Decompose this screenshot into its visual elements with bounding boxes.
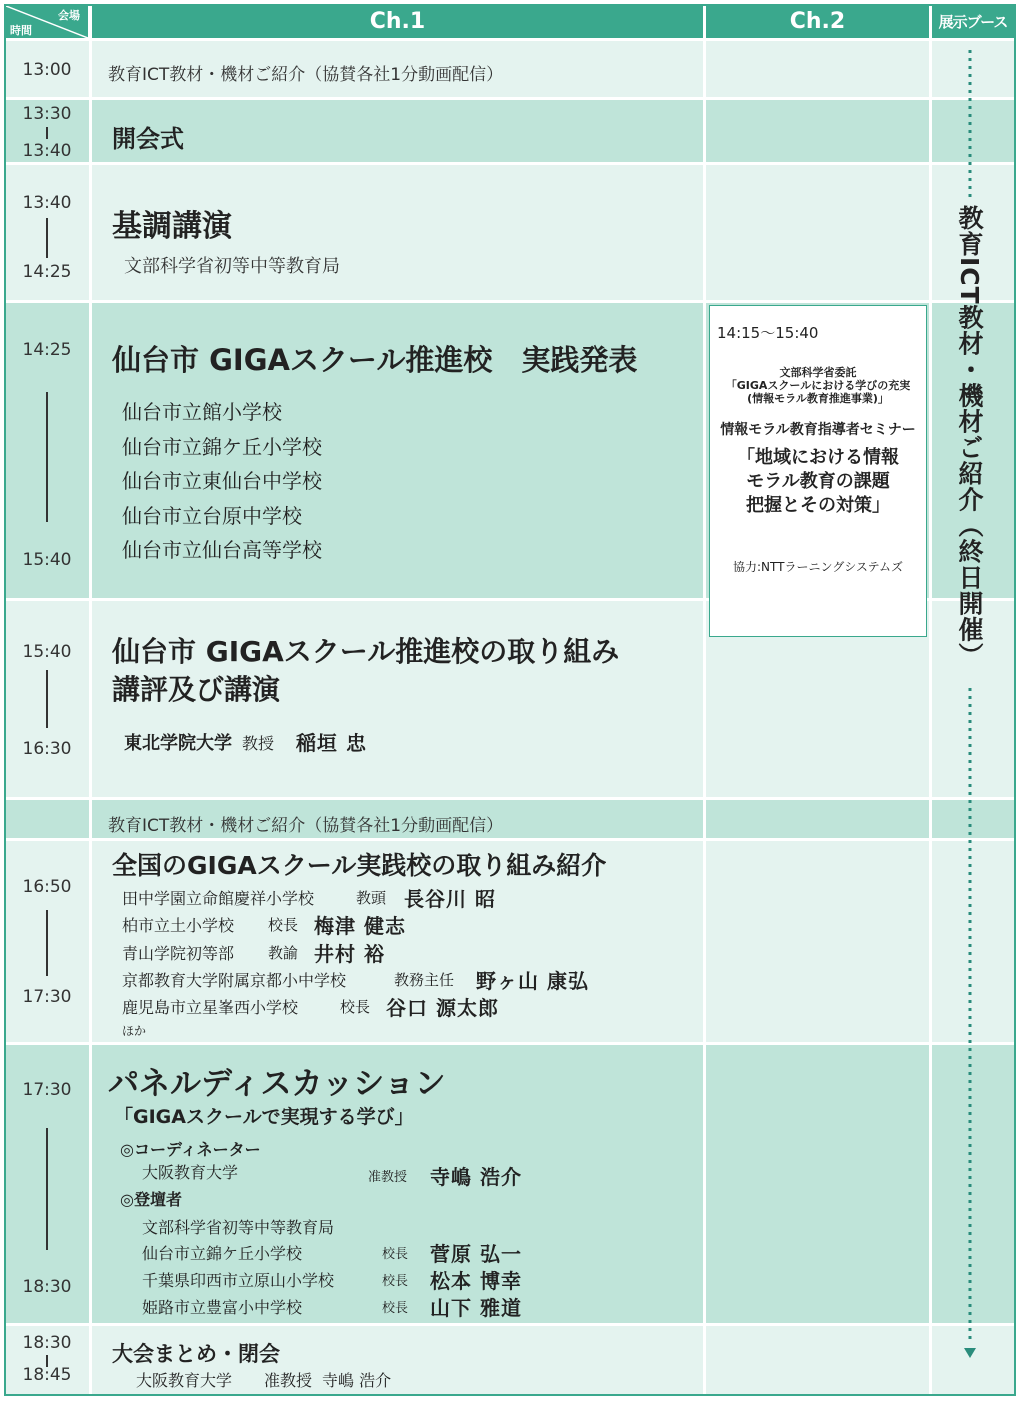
panelist-name: 菅原 弘一 bbox=[430, 1242, 522, 1266]
panelist-role: 校長 bbox=[382, 1301, 409, 1316]
closing-title: 大会まとめ・閉会 bbox=[112, 1342, 280, 1366]
speaker-role: 校長 bbox=[268, 916, 299, 934]
coordinator-org: 大阪教育大学 bbox=[142, 1163, 239, 1182]
sendai-practice-title: 仙台市 GIGAスクール推進校 実践発表 bbox=[112, 343, 638, 377]
panelist-org: 仙台市立錦ケ丘小学校 bbox=[142, 1244, 303, 1263]
school-item: 仙台市立館小学校 bbox=[122, 400, 282, 424]
panel-discussion-title: パネルディスカッション bbox=[108, 1066, 446, 1102]
speaker-role: 校長 bbox=[340, 998, 371, 1016]
row-8-time-line bbox=[46, 1128, 48, 1250]
row-1-ch2-cell bbox=[706, 41, 929, 97]
header-booth: 展示ブース bbox=[932, 6, 1014, 38]
speaker-org: 柏市立土小学校 bbox=[122, 916, 235, 935]
school-item: 仙台市立東仙台中学校 bbox=[122, 469, 322, 493]
speaker-org: 京都教育大学附属京都小中学校 bbox=[122, 971, 347, 990]
speaker-etc: ほか bbox=[122, 1024, 147, 1038]
row-9-time-end: 18:45 bbox=[22, 1365, 72, 1385]
row-5-time-line bbox=[46, 670, 48, 728]
speaker-name: 谷口 源太郎 bbox=[386, 996, 499, 1020]
ch2-seminar-credit: 協力:NTTラーニングシステムズ bbox=[732, 560, 904, 574]
closing-org: 大阪教育大学 bbox=[136, 1371, 233, 1390]
ch2-seminar-line2: 「GIGAスクールにおける学びの充実 bbox=[725, 379, 911, 392]
row-7-time-end: 17:30 bbox=[22, 987, 72, 1007]
speaker-name: 梅津 健志 bbox=[314, 914, 406, 938]
row-8-time-end: 18:30 bbox=[22, 1277, 72, 1297]
booth-vertical-text: 教育ICT教材・機材ご紹介（終日開催） bbox=[955, 205, 984, 669]
review-speaker-name: 稲垣 忠 bbox=[296, 731, 367, 755]
row-7-ch2-cell bbox=[706, 841, 929, 1042]
row-8-ch2-cell bbox=[706, 1045, 929, 1323]
row-5-time-start: 15:40 bbox=[22, 642, 72, 662]
row-5-time-end: 16:30 bbox=[22, 739, 72, 759]
panelist-org: 姫路市立豊富小中学校 bbox=[142, 1298, 303, 1317]
sendai-review-title-2: 講評及び講演 bbox=[112, 673, 281, 706]
row-4-time-start: 14:25 bbox=[22, 340, 72, 360]
opening-ceremony-title: 開会式 bbox=[112, 125, 184, 153]
row-9-time-start: 18:30 bbox=[22, 1333, 72, 1353]
sendai-review-title-1: 仙台市 GIGAスクール推進校の取り組み bbox=[112, 635, 620, 668]
ch2-seminar-name: 情報モラル教育指導者セミナー bbox=[720, 422, 916, 438]
header-ch1: Ch.1 bbox=[92, 6, 703, 38]
school-item: 仙台市立仙台高等学校 bbox=[122, 538, 322, 562]
panelist-label: ◎登壇者 bbox=[120, 1190, 182, 1209]
row-3-time-end: 14:25 bbox=[22, 262, 72, 282]
row-2-time-end: 13:40 bbox=[22, 141, 72, 161]
review-speaker-org: 東北学院大学 bbox=[124, 733, 232, 754]
school-item: 仙台市立錦ケ丘小学校 bbox=[122, 435, 322, 459]
speaker-name: 野ヶ山 康弘 bbox=[476, 969, 589, 993]
header-venue-label: 会場 bbox=[58, 9, 80, 22]
keynote-title: 基調講演 bbox=[112, 209, 232, 244]
row-4-time-line bbox=[46, 392, 48, 522]
speaker-role: 教頭 bbox=[356, 889, 387, 907]
row-4-time-end: 15:40 bbox=[22, 550, 72, 570]
closing-role: 准教授 bbox=[264, 1371, 313, 1390]
coordinator-role: 准教授 bbox=[368, 1170, 408, 1185]
speaker-org: 青山学院初等部 bbox=[122, 944, 235, 963]
ch2-seminar-line3: (情報モラル教育推進事業)」 bbox=[747, 392, 889, 405]
panelist-name: 山下 雅道 bbox=[430, 1296, 522, 1320]
row-3-time-start: 13:40 bbox=[22, 193, 72, 213]
row-2-ch2-cell bbox=[706, 100, 929, 162]
row-8-time-start: 17:30 bbox=[22, 1080, 72, 1100]
speaker-org: 田中学園立命館慶祥小学校 bbox=[122, 889, 315, 908]
ch2-seminar-title-2: モラル教育の課題 bbox=[746, 471, 890, 492]
speaker-name: 長谷川 昭 bbox=[404, 887, 496, 911]
row-1-time: 13:00 bbox=[22, 60, 72, 80]
row-6-ch2-cell bbox=[706, 800, 929, 838]
speaker-name: 井村 裕 bbox=[314, 942, 385, 966]
keynote-speaker: 文部科学省初等中等教育局 bbox=[124, 256, 340, 277]
row-3-time-line bbox=[46, 218, 48, 258]
ch2-seminar-line1: 文部科学省委託 bbox=[779, 366, 857, 379]
panelist-org: 文部科学省初等中等教育局 bbox=[142, 1218, 335, 1237]
ch2-seminar-title-3: 把握とその対策」 bbox=[746, 495, 890, 516]
row-6-text: 教育ICT教材・機材ご紹介（協賛各社1分動画配信） bbox=[108, 816, 504, 836]
row-2-time-line bbox=[46, 127, 48, 139]
closing-name: 寺嶋 浩介 bbox=[322, 1371, 392, 1390]
panelist-org: 千葉県印西市立原山小学校 bbox=[142, 1271, 335, 1290]
row-1-text: 教育ICT教材・機材ご紹介（協賛各社1分動画配信） bbox=[108, 65, 504, 85]
row-6-time-cell bbox=[6, 800, 89, 838]
header-ch2: Ch.2 bbox=[706, 6, 929, 38]
row-7-time-start: 16:50 bbox=[22, 877, 72, 897]
school-item: 仙台市立台原中学校 bbox=[122, 504, 302, 528]
coordinator-name: 寺嶋 浩介 bbox=[430, 1165, 522, 1189]
coordinator-label: ◎コーディネーター bbox=[120, 1140, 261, 1159]
row-9-ch2-cell bbox=[706, 1326, 929, 1394]
header-time-label: 時間 bbox=[10, 24, 32, 37]
row-3-ch2-cell bbox=[706, 165, 929, 300]
speaker-role: 教務主任 bbox=[394, 971, 455, 989]
panelist-role: 校長 bbox=[382, 1274, 409, 1289]
speaker-role: 教諭 bbox=[268, 944, 299, 962]
row-2-time-start: 13:30 bbox=[22, 104, 72, 124]
panelist-role: 校長 bbox=[382, 1247, 409, 1262]
review-speaker-role: 教授 bbox=[242, 734, 275, 753]
ch2-seminar-time: 14:15〜15:40 bbox=[717, 324, 819, 342]
row-7-time-line bbox=[46, 910, 48, 976]
national-practice-title: 全国のGIGAスクール実践校の取り組み紹介 bbox=[112, 851, 607, 880]
panel-discussion-subtitle: 「GIGAスクールで実現する学び」 bbox=[114, 1106, 414, 1128]
speaker-org: 鹿児島市立星峯西小学校 bbox=[122, 998, 299, 1017]
panelist-name: 松本 博幸 bbox=[430, 1269, 522, 1293]
ch2-seminar-title-1: 「地域における情報 bbox=[737, 447, 899, 468]
